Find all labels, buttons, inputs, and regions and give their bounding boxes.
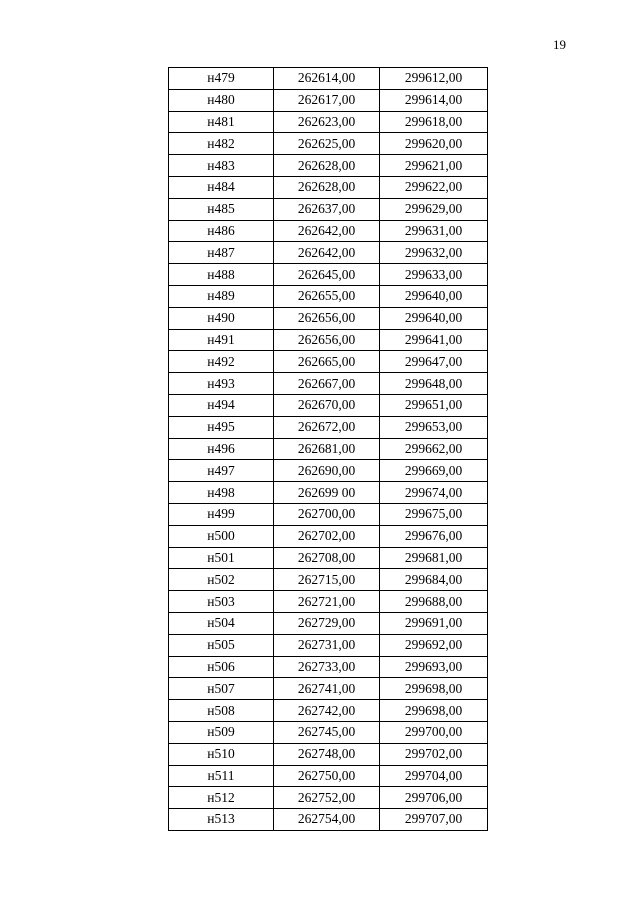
x-coordinate-cell: 262700,00 — [274, 503, 380, 525]
point-id-cell: н498 — [169, 482, 274, 504]
table-row — [169, 634, 488, 656]
x-coordinate-cell: 262729,00 — [274, 612, 380, 634]
y-coordinate-cell: 299674,00 — [380, 482, 488, 504]
y-coordinate-cell: 299707,00 — [380, 809, 488, 831]
y-coordinate-cell: 299702,00 — [380, 743, 488, 765]
y-coordinate-cell: 299651,00 — [380, 394, 488, 416]
x-coordinate-cell: 262614,00 — [274, 68, 380, 90]
x-coordinate-cell: 262715,00 — [274, 569, 380, 591]
table-row — [169, 591, 488, 613]
x-coordinate-cell: 262628,00 — [274, 155, 380, 177]
table-row — [169, 329, 488, 351]
x-coordinate-cell: 262748,00 — [274, 743, 380, 765]
table-row — [169, 264, 488, 286]
table-row — [169, 612, 488, 634]
table-row — [169, 133, 488, 155]
x-coordinate-cell: 262721,00 — [274, 591, 380, 613]
x-coordinate-cell: 262699 00 — [274, 482, 380, 504]
point-id-cell: н501 — [169, 547, 274, 569]
table-row — [169, 307, 488, 329]
y-coordinate-cell: 299706,00 — [380, 787, 488, 809]
point-id-cell: н505 — [169, 634, 274, 656]
y-coordinate-cell: 299633,00 — [380, 264, 488, 286]
point-id-cell: н503 — [169, 591, 274, 613]
x-coordinate-cell: 262617,00 — [274, 89, 380, 111]
table-row — [169, 438, 488, 460]
table-row — [169, 111, 488, 133]
point-id-cell: н486 — [169, 220, 274, 242]
y-coordinate-cell: 299684,00 — [380, 569, 488, 591]
point-id-cell: н483 — [169, 155, 274, 177]
point-id-cell: н513 — [169, 809, 274, 831]
point-id-cell: н512 — [169, 787, 274, 809]
table-row — [169, 700, 488, 722]
y-coordinate-cell: 299692,00 — [380, 634, 488, 656]
table-row — [169, 373, 488, 395]
y-coordinate-cell: 299698,00 — [380, 700, 488, 722]
table-row — [169, 176, 488, 198]
y-coordinate-cell: 299704,00 — [380, 765, 488, 787]
x-coordinate-cell: 262681,00 — [274, 438, 380, 460]
table-row — [169, 68, 488, 90]
table-row — [169, 503, 488, 525]
table-row — [169, 743, 488, 765]
x-coordinate-cell: 262672,00 — [274, 416, 380, 438]
table-row — [169, 242, 488, 264]
point-id-cell: н490 — [169, 307, 274, 329]
x-coordinate-cell: 262670,00 — [274, 394, 380, 416]
point-id-cell: н484 — [169, 176, 274, 198]
point-id-cell: н497 — [169, 460, 274, 482]
y-coordinate-cell: 299675,00 — [380, 503, 488, 525]
table-row — [169, 787, 488, 809]
point-id-cell: н492 — [169, 351, 274, 373]
y-coordinate-cell: 299648,00 — [380, 373, 488, 395]
table-row — [169, 482, 488, 504]
y-coordinate-cell: 299676,00 — [380, 525, 488, 547]
y-coordinate-cell: 299653,00 — [380, 416, 488, 438]
point-id-cell: н511 — [169, 765, 274, 787]
table-row — [169, 416, 488, 438]
point-id-cell: н504 — [169, 612, 274, 634]
x-coordinate-cell: 262625,00 — [274, 133, 380, 155]
y-coordinate-cell: 299631,00 — [380, 220, 488, 242]
y-coordinate-cell: 299647,00 — [380, 351, 488, 373]
table-row — [169, 678, 488, 700]
y-coordinate-cell: 299681,00 — [380, 547, 488, 569]
y-coordinate-cell: 299640,00 — [380, 307, 488, 329]
point-id-cell: н481 — [169, 111, 274, 133]
point-id-cell: н508 — [169, 700, 274, 722]
coordinates-table-body — [169, 68, 488, 831]
y-coordinate-cell: 299620,00 — [380, 133, 488, 155]
table-row — [169, 656, 488, 678]
x-coordinate-cell: 262665,00 — [274, 351, 380, 373]
x-coordinate-cell: 262752,00 — [274, 787, 380, 809]
x-coordinate-cell: 262702,00 — [274, 525, 380, 547]
x-coordinate-cell: 262731,00 — [274, 634, 380, 656]
y-coordinate-cell: 299662,00 — [380, 438, 488, 460]
point-id-cell: н480 — [169, 89, 274, 111]
table-row — [169, 198, 488, 220]
point-id-cell: н500 — [169, 525, 274, 547]
x-coordinate-cell: 262754,00 — [274, 809, 380, 831]
y-coordinate-cell: 299700,00 — [380, 721, 488, 743]
table-row — [169, 89, 488, 111]
y-coordinate-cell: 299614,00 — [380, 89, 488, 111]
point-id-cell: н487 — [169, 242, 274, 264]
table-row — [169, 721, 488, 743]
table-row — [169, 285, 488, 307]
point-id-cell: н485 — [169, 198, 274, 220]
point-id-cell: н502 — [169, 569, 274, 591]
y-coordinate-cell: 299640,00 — [380, 285, 488, 307]
x-coordinate-cell: 262690,00 — [274, 460, 380, 482]
x-coordinate-cell: 262642,00 — [274, 220, 380, 242]
point-id-cell: н510 — [169, 743, 274, 765]
point-id-cell: н482 — [169, 133, 274, 155]
x-coordinate-cell: 262733,00 — [274, 656, 380, 678]
y-coordinate-cell: 299698,00 — [380, 678, 488, 700]
point-id-cell: н496 — [169, 438, 274, 460]
table-row — [169, 220, 488, 242]
x-coordinate-cell: 262637,00 — [274, 198, 380, 220]
table-row — [169, 155, 488, 177]
x-coordinate-cell: 262742,00 — [274, 700, 380, 722]
y-coordinate-cell: 299622,00 — [380, 176, 488, 198]
page-number: 19 — [553, 37, 566, 52]
point-id-cell: н489 — [169, 285, 274, 307]
y-coordinate-cell: 299641,00 — [380, 329, 488, 351]
y-coordinate-cell: 299629,00 — [380, 198, 488, 220]
x-coordinate-cell: 262642,00 — [274, 242, 380, 264]
point-id-cell: н491 — [169, 329, 274, 351]
x-coordinate-cell: 262628,00 — [274, 176, 380, 198]
table-row — [169, 765, 488, 787]
y-coordinate-cell: 299618,00 — [380, 111, 488, 133]
x-coordinate-cell: 262667,00 — [274, 373, 380, 395]
table-row — [169, 547, 488, 569]
point-id-cell: н509 — [169, 721, 274, 743]
point-id-cell: н494 — [169, 394, 274, 416]
table-row — [169, 525, 488, 547]
table-row — [169, 569, 488, 591]
y-coordinate-cell: 299621,00 — [380, 155, 488, 177]
x-coordinate-cell: 262741,00 — [274, 678, 380, 700]
x-coordinate-cell: 262623,00 — [274, 111, 380, 133]
point-id-cell: н507 — [169, 678, 274, 700]
x-coordinate-cell: 262750,00 — [274, 765, 380, 787]
x-coordinate-cell: 262656,00 — [274, 329, 380, 351]
y-coordinate-cell: 299669,00 — [380, 460, 488, 482]
x-coordinate-cell: 262656,00 — [274, 307, 380, 329]
table-row — [169, 809, 488, 831]
point-id-cell: н495 — [169, 416, 274, 438]
x-coordinate-cell: 262645,00 — [274, 264, 380, 286]
x-coordinate-cell: 262745,00 — [274, 721, 380, 743]
table-row — [169, 351, 488, 373]
table-row — [169, 460, 488, 482]
y-coordinate-cell: 299691,00 — [380, 612, 488, 634]
coordinates-table — [168, 67, 488, 831]
table-row — [169, 394, 488, 416]
x-coordinate-cell: 262655,00 — [274, 285, 380, 307]
y-coordinate-cell: 299632,00 — [380, 242, 488, 264]
point-id-cell: н488 — [169, 264, 274, 286]
point-id-cell: н506 — [169, 656, 274, 678]
y-coordinate-cell: 299693,00 — [380, 656, 488, 678]
y-coordinate-cell: 299688,00 — [380, 591, 488, 613]
point-id-cell: н499 — [169, 503, 274, 525]
point-id-cell: н479 — [169, 68, 274, 90]
x-coordinate-cell: 262708,00 — [274, 547, 380, 569]
y-coordinate-cell: 299612,00 — [380, 68, 488, 90]
point-id-cell: н493 — [169, 373, 274, 395]
